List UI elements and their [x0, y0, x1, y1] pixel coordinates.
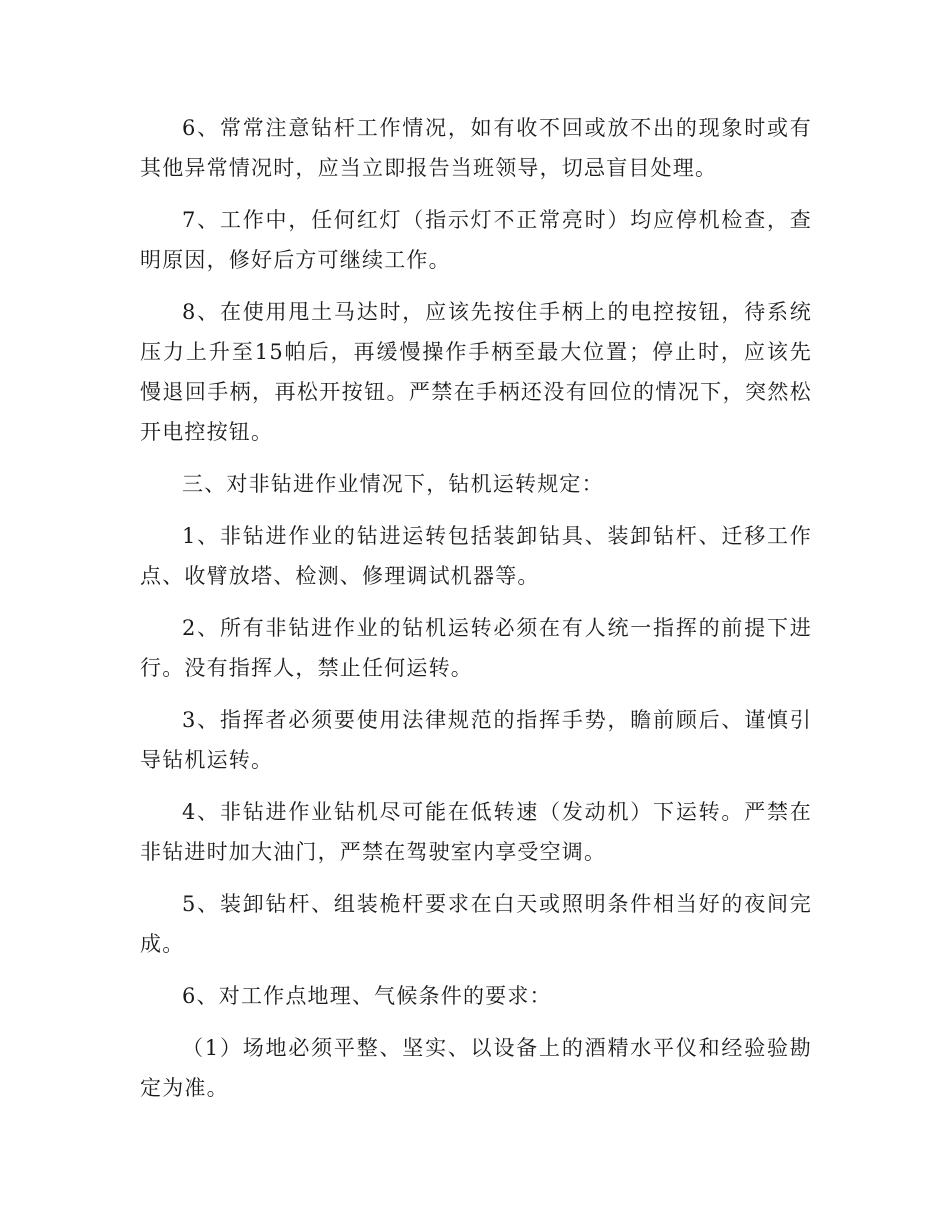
paragraph-item-4-low-speed: 4、非钻进作业钻机尽可能在低转速（发动机）下运转。严禁在非钻进时加大油门，严禁在驾驶室内享受空调。 [140, 800, 812, 864]
paragraph-item-8-soil-motor: 8、在使用甩土马达时，应该先按住手柄上的电控按钮，待系统压力上升至15帕后，再缓慢操作手柄至最大位置；停止时，应该先慢退回手柄，再松开按钮。严禁在手柄还没有回位的情况下，突然松开电控按钮。 [140, 300, 812, 444]
document-body [140, 108, 812, 1120]
section-heading-non-drilling: 三、对非钻进作业情况下，钻机运转规定： [182, 472, 604, 496]
paragraph-item-6-drill-rod: 6、常常注意钻杆工作情况，如有收不回或放不出的现象时或有其他异常情况时，应当立即报告当班领导，切忌盲目处理。 [140, 116, 812, 180]
paragraph-item-2-commander: 2、所有非钻进作业的钻机运转必须在有人统一指挥的前提下进行。没有指挥人，禁止任何运转。 [140, 616, 812, 680]
paragraph-item-3-gestures: 3、指挥者必须要使用法律规范的指挥手势，瞻前顾后、谨慎引导钻机运转。 [140, 708, 812, 772]
paragraph-item-5-daylight: 5、装卸钻杆、组装桅杆要求在白天或照明条件相当好的夜间完成。 [140, 892, 812, 956]
paragraph-subitem-1-ground: （1）场地必须平整、坚实、以设备上的酒精水平仪和经验验勘定为准。 [140, 1036, 812, 1100]
paragraph-item-7-red-light: 7、工作中，任何红灯（指示灯不正常亮时）均应停机检查，查明原因，修好后方可继续工作。 [140, 208, 812, 272]
paragraph-item-1-operations: 1、非钻进作业的钻进运转包括装卸钻具、装卸钻杆、迁移工作点、收臂放塔、检测、修理调试机器等。 [140, 524, 812, 588]
paragraph-item-6-site-conditions: 6、对工作点地理、气候条件的要求： [182, 984, 552, 1008]
